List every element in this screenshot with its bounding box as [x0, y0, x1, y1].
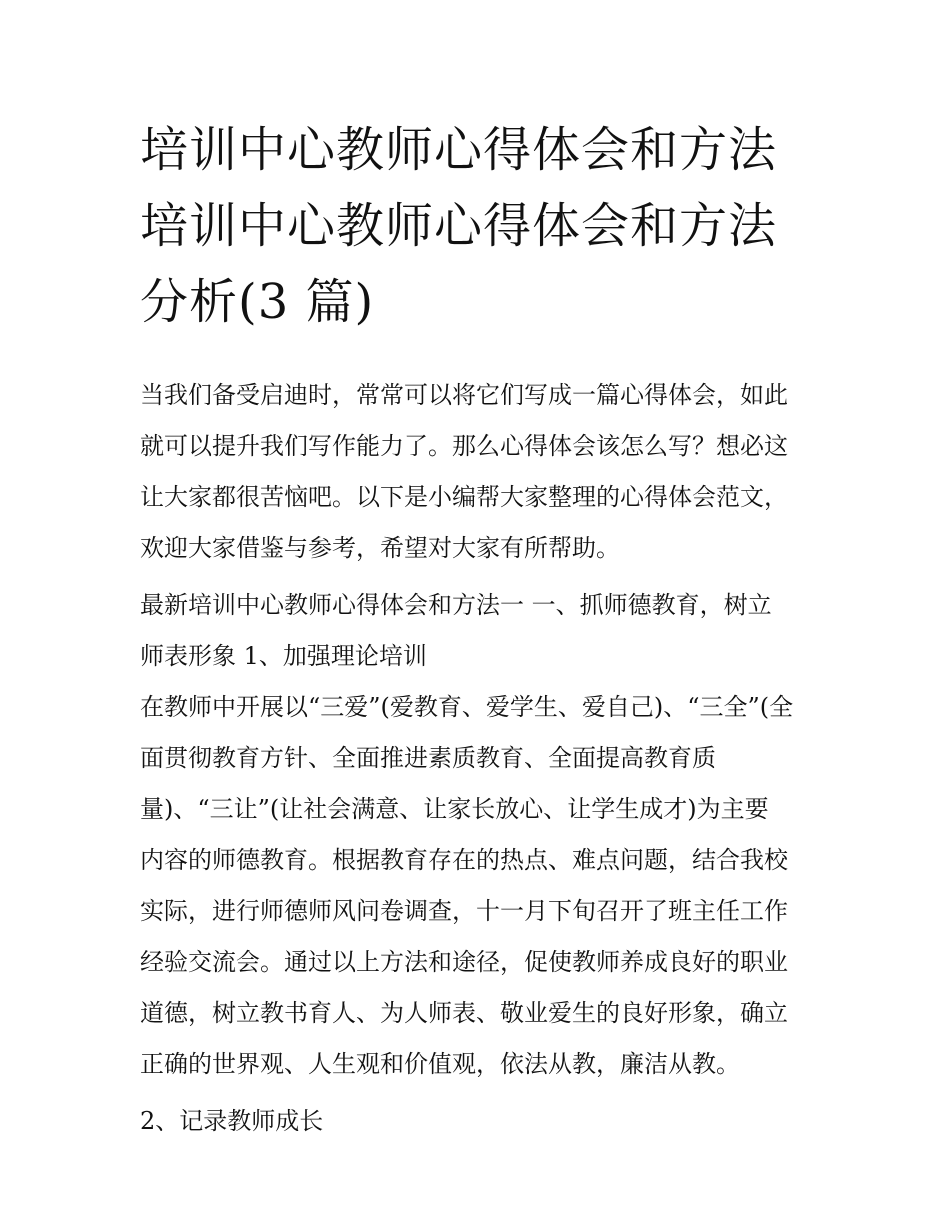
subheading: [140, 1096, 820, 1147]
document-title: [140, 112, 820, 340]
intro-line: 就可以提升我们写作能力了。那么心得体会该怎么写？想必这: [140, 432, 788, 460]
intro-line: 让大家都很苦恼吧。以下是小编帮大家整理的心得体会范文，: [140, 483, 788, 511]
body-line: 正确的世界观、人生观和价值观，依法从教，廉洁从教。: [140, 1050, 740, 1078]
title-line: 培训中心教师心得体会和方法: [140, 198, 778, 254]
section-line: 师表形象 1、加强理论培训: [140, 642, 427, 670]
body-line: 经验交流会。通过以上方法和途径，促使教师养成良好的职业: [140, 948, 788, 976]
body-line: 内容的师德教育。根据教育存在的热点、难点问题，结合我校: [140, 846, 788, 874]
section-line: 最新培训中心教师心得体会和方法一 一、抓师德教育，树立: [140, 591, 772, 619]
body-line: 实际，进行师德师风问卷调查，十一月下旬召开了班主任工作: [140, 897, 788, 925]
intro-line: 当我们备受启迪时，常常可以将它们写成一篇心得体会，如此: [140, 381, 788, 409]
intro-line: 欢迎大家借鉴与参考，希望对大家有所帮助。: [140, 534, 620, 562]
section-heading: [140, 580, 820, 682]
body-line: 量)、“三让”(让社会满意、让家长放心、让学生成才)为主要: [140, 795, 769, 823]
body-line: 道德，树立教书育人、为人师表、敬业爱生的良好形象，确立: [140, 999, 788, 1027]
title-line: 分析(3 篇): [140, 274, 375, 330]
subheading-text: 2、记录教师成长: [140, 1107, 324, 1135]
body-line: 在教师中开展以“三爱”(爱教育、爱学生、爱自己)、“三全”(全: [140, 693, 794, 721]
title-line: 培训中心教师心得体会和方法: [140, 122, 778, 178]
document-page: [140, 112, 820, 1147]
body-line: 面贯彻教育方针、全面推进素质教育、全面提高教育质: [140, 744, 716, 772]
body-paragraph: [140, 682, 820, 1090]
intro-paragraph: [140, 370, 820, 574]
